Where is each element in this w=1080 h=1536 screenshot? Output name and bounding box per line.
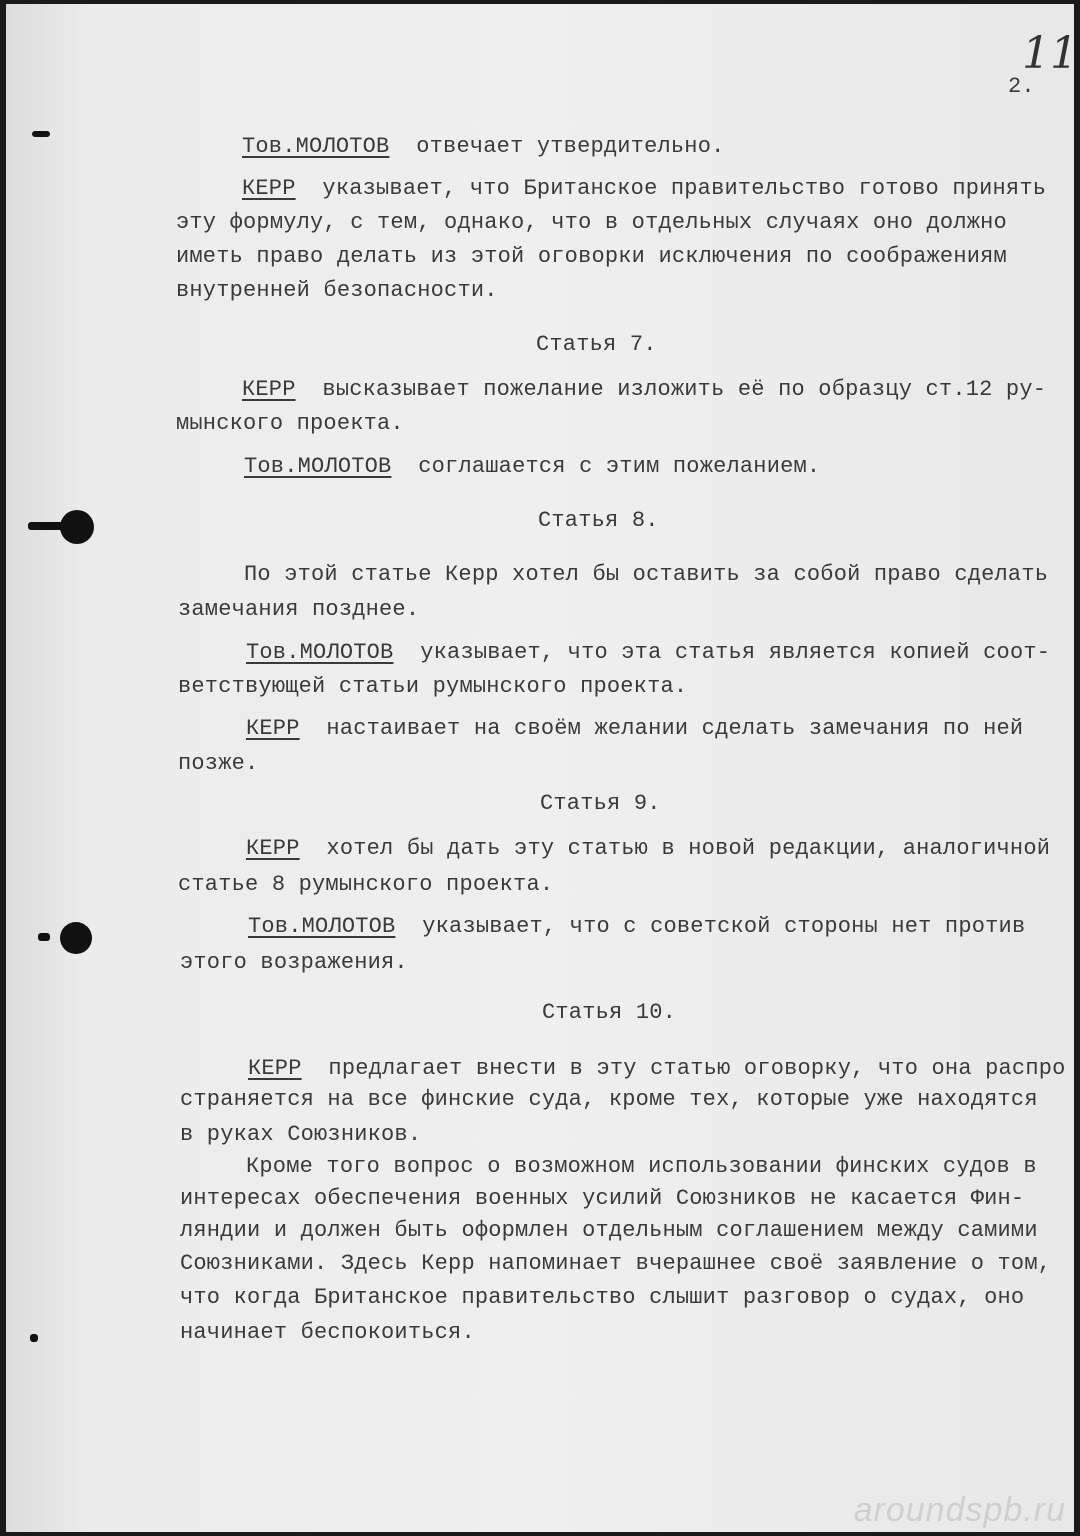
text: указывает, что эта статья является копией соот-	[420, 640, 1051, 665]
speaker-name: Тов.МОЛОТОВ	[248, 914, 396, 939]
article-heading: Статья 7.	[536, 332, 657, 357]
paragraph-line: По этой статье Керр хотел бы оставить за собой право сделать	[244, 562, 1049, 587]
paragraph-line: Кроме того вопрос о возможном использовании финских судов в	[246, 1154, 1037, 1179]
paragraph-line	[242, 176, 1046, 201]
text: указывает, что Британское правительство готово принять	[322, 176, 1047, 201]
paragraph-line	[248, 1056, 1066, 1081]
paragraph-line: мынского проекта.	[176, 411, 404, 436]
paragraph-line: Союзниками. Здесь Керр напоминает вчерашнее своё заявление о том,	[180, 1251, 1052, 1276]
paragraph-line	[242, 134, 725, 159]
binding-mark	[32, 131, 50, 137]
speaker-name: Тов.МОЛОТОВ	[242, 134, 390, 159]
text: отвечает утвердительно.	[416, 134, 725, 159]
paragraph-line: позже.	[178, 751, 259, 776]
binding-mark	[28, 522, 64, 530]
paragraph-line: этого возражения.	[180, 950, 408, 975]
text: настаивает на своём желании сделать замечания по ней	[326, 716, 1024, 741]
article-heading: Статья 8.	[538, 508, 659, 533]
speaker-name: КЕРР	[246, 716, 300, 741]
paragraph-line: иметь право делать из этой оговорки исключения по соображениям	[176, 244, 1007, 269]
paragraph-line	[246, 716, 1023, 741]
paragraph-line	[246, 836, 1050, 861]
text: высказывает пожелание изложить её по образцу ст.12 ру-	[322, 377, 1047, 402]
text: указывает, что с советской стороны нет против	[422, 914, 1026, 939]
punch-hole	[60, 922, 92, 954]
paragraph-line	[246, 640, 1050, 665]
text: предлагает внести в эту статью оговорку, что она распро	[328, 1056, 1066, 1081]
paragraph-line: интересах обеспечения военных усилий Союзников не касается Фин-	[180, 1186, 1025, 1211]
binding-mark	[38, 933, 50, 941]
speaker-name: КЕРР	[242, 377, 296, 402]
speaker-name: Тов.МОЛОТОВ	[246, 640, 394, 665]
text: хотел бы дать эту статью в новой редакции, аналогичной	[326, 836, 1051, 861]
paragraph-line	[244, 454, 820, 479]
speaker-name: КЕРР	[242, 176, 296, 201]
paragraph-line: ляндии и должен быть оформлен отдельным соглашением между самими	[180, 1218, 1038, 1243]
article-heading: Статья 9.	[540, 791, 661, 816]
paragraph-line: ветствующей статьи румынского проекта.	[178, 674, 688, 699]
speaker-name: КЕРР	[248, 1056, 302, 1081]
paragraph-line: в руках Союзников.	[180, 1122, 422, 1147]
paragraph-line	[242, 377, 1046, 402]
paragraph-line: начинает беспокоиться.	[180, 1320, 475, 1345]
paragraph-line: эту формулу, с тем, однако, что в отдельных случаях оно должно	[176, 210, 1007, 235]
paragraph-line	[248, 914, 1025, 939]
speaker-name: КЕРР	[246, 836, 300, 861]
article-heading: Статья 10.	[542, 1000, 677, 1025]
text: соглашается с этим пожеланием.	[418, 454, 821, 479]
paragraph-line: внутренней безопасности.	[176, 278, 498, 303]
page-number: 2.	[1008, 74, 1035, 99]
binding-mark	[30, 1334, 38, 1342]
watermark: aroundspb.ru	[853, 1491, 1066, 1529]
folio-mark: 11	[1022, 28, 1078, 79]
paragraph-line: страняется на все финские суда, кроме тех, которые уже находятся	[180, 1087, 1038, 1112]
paragraph-line: что когда Британское правительство слышит разговор о судах, оно	[180, 1285, 1025, 1310]
paragraph-line: замечания позднее.	[178, 597, 420, 622]
punch-hole	[60, 510, 94, 544]
speaker-name: Тов.МОЛОТОВ	[244, 454, 392, 479]
paragraph-line: статье 8 румынского проекта.	[178, 872, 554, 897]
